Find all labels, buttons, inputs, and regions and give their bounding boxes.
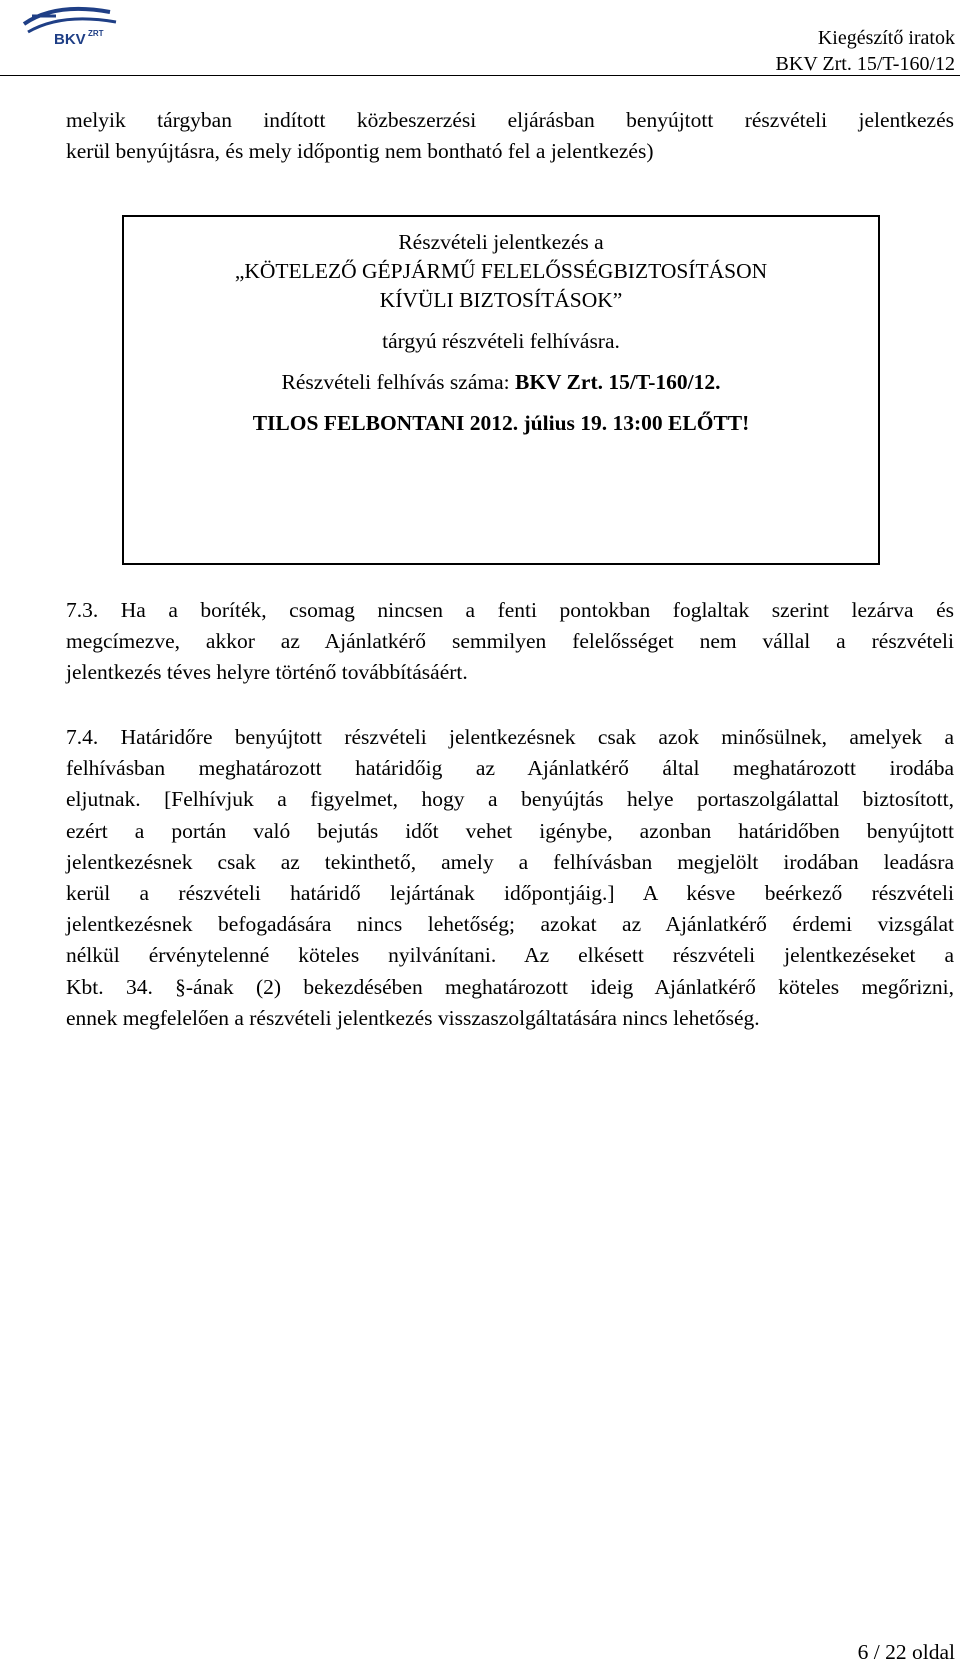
section-7-4-line: 7.4. Határidőre benyújtott részvételi jelentkezésnek csak azok minősülnek, amelyek a <box>66 722 954 753</box>
box-line-1: Részvételi jelentkezés a <box>398 230 604 254</box>
box-line-3: KÍVÜLI BIZTOSÍTÁSOK” <box>379 288 623 312</box>
section-7-4-line: felhívásban meghatározott határidőig az Ajánlatkérő által meghatározott irodába <box>66 756 954 781</box>
section-7-3-line: 7.3. Ha a boríték, csomag nincsen a fenti pontokban foglaltak szerint lezárva és <box>66 595 954 626</box>
section-7-4-line: nélkül érvénytelenné köteles nyilvánítani. Az elkésett részvételi jelentkezéseket a <box>66 943 954 968</box>
section-number: 7.3. <box>66 598 99 622</box>
intro-line: kerül benyújtásra, és mely időpontig nem bontható fel a jelentkezés) <box>66 139 654 164</box>
box-line-5-prefix: Részvételi felhívás száma: <box>281 370 515 394</box>
bkv-logo-mark <box>22 2 122 48</box>
intro-line: melyik tárgyban indított közbeszerzési eljárásban benyújtott részvételi jelentkezés <box>66 108 954 132</box>
doc-title: Kiegészítő iratok <box>817 27 955 49</box>
envelope-label-box <box>122 215 880 565</box>
section-7-4-line: eljutnak. [Felhívjuk a figyelmet, hogy a benyújtás helye portaszolgálattal biztosított, <box>66 787 954 812</box>
section-7-3-line: megcímezve, akkor az Ajánlatkérő semmilyen felelősséget nem vállal a részvételi <box>66 629 954 654</box>
section-number: 7.4. <box>66 725 99 749</box>
header-divider <box>0 75 960 76</box>
section-7-4-line: jelentkezésnek befogadására nincs lehetőség; azokat az Ajánlatkérő érdemi vizsgálat <box>66 912 954 937</box>
header-info <box>776 25 955 77</box>
section-7-4-line: jelentkezésnek csak az tekinthető, amely a felhívásban megjelölt irodában leadásra <box>66 849 954 874</box>
bkv-logo <box>22 2 122 48</box>
page-number: 6 / 22 oldal <box>857 1640 955 1664</box>
section-7-3-line: jelentkezés téves helyre történő továbbításáért. <box>66 660 468 685</box>
box-line-5-ref: BKV Zrt. 15/T-160/12. <box>514 370 721 394</box>
box-line-4: tárgyú részvételi felhívásra. <box>382 329 620 353</box>
section-7-4-line: Kbt. 34. §-ának (2) bekezdésében meghatározott ideig Ajánlatkérő köteles megőrizni, <box>66 974 954 999</box>
section-7-3 <box>66 595 954 689</box>
box-line-6: TILOS FELBONTANI 2012. július 19. 13:00 ELŐTT! <box>252 411 750 435</box>
svg-text:BKV: BKV <box>54 31 86 48</box>
section-7-4-line: ezért a portán való bejutás időt vehet igénybe, azonban határidőben benyújtott <box>66 818 954 843</box>
doc-ref: BKV Zrt. 15/T-160/12 <box>775 53 955 75</box>
section-7-4-line: kerül a részvételi határidő lejártának időpontjáig.] A késve beérkező részvételi <box>66 881 954 906</box>
box-line-5 <box>124 370 878 395</box>
box-line-2: „KÖTELEZŐ GÉPJÁRMŰ FELELŐSSÉGBIZTOSÍTÁSON <box>234 259 768 283</box>
section-7-4 <box>66 722 954 1034</box>
svg-text:ZRT: ZRT <box>88 29 104 38</box>
intro-paragraph <box>66 105 954 167</box>
section-7-4-line: ennek megfelelően a részvételi jelentkezés visszaszolgáltatására nincs lehetőség. <box>66 1005 760 1030</box>
